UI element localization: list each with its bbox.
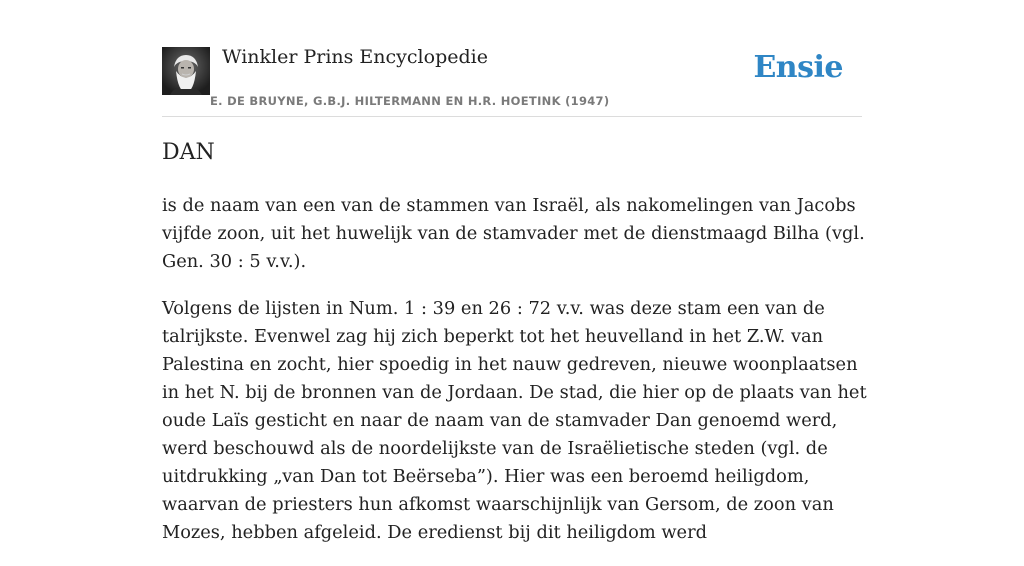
ensie-logo-link[interactable]: Ensie — [753, 50, 843, 85]
entry-body — [162, 192, 872, 566]
entry-title: DAN — [162, 140, 215, 165]
entry-paragraph: Volgens de lijsten in Num. 1 : 39 en 26 : 72 v.v. was deze stam een van de talrijkste. Evenwel zag hij zich beperkt tot het heuvelland in het Z.W. van Palestina en zocht, hier spoedig in het nauw gedreven, nieuwe woonplaatsen in het N. bij de bronnen van de Jordaan. De stad, die hier op de plaats van het oude Laïs gesticht en naar de naam van de stamvader Dan genoemd werd, werd beschouwd als de noordelijkste van de Israëlietische steden (vgl. de uitdrukking „van Dan tot Beërseba”). Hier was een beroemd heiligdom, waarvan de priesters hun afkomst waarschijnlijk van Gersom, de zoon van Mozes, hebben afgeleid. De eredienst bij dit heiligdom werd — [162, 298, 867, 543]
author-avatar[interactable] — [162, 47, 210, 95]
article-container — [162, 0, 867, 543]
author-portrait-icon — [162, 47, 210, 95]
source-authors: E. DE BRUYNE, G.B.J. HILTERMANN EN H.R. HOETINK (1947) — [210, 94, 610, 108]
entry-paragraph: is de naam van een van de stammen van Israël, als nakomelingen van Jacobs vijfde zoon, uit het huwelijk van de stamvader met de dienstmaagd Bilha (vgl. Gen. 30 : 5 v.v.). — [162, 195, 865, 272]
source-header — [162, 0, 862, 117]
source-title[interactable]: Winkler Prins Encyclopedie — [222, 46, 488, 68]
